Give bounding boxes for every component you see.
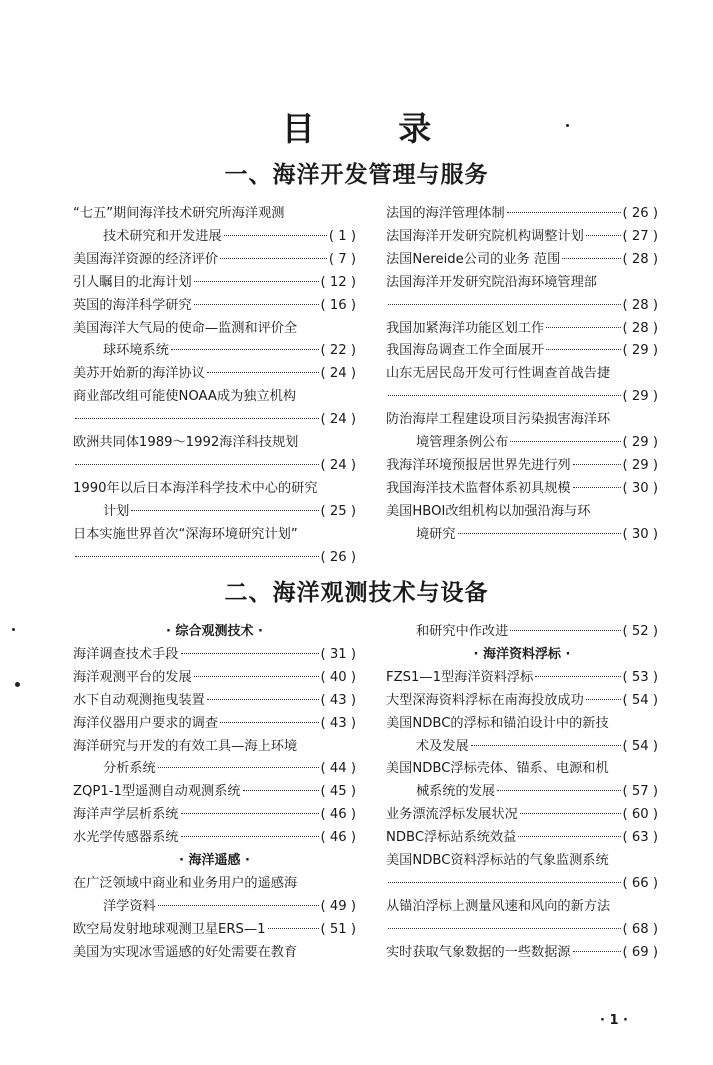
dot-leader — [586, 235, 621, 236]
toc-entry — [386, 478, 658, 501]
toc-entry — [73, 249, 356, 272]
toc-entry — [386, 203, 658, 226]
dot-leader — [471, 745, 621, 746]
toc-entry-title: FZS1—1型海洋资料浮标 — [386, 669, 534, 685]
toc-entry — [386, 690, 658, 713]
toc-entry-title: 美国NDBC的浮标和锚泊设计中的新技 — [386, 715, 609, 731]
section-title-1: 一、海洋开发管理与服务 — [224, 161, 489, 188]
toc-subheading: · 综合观测技术 · — [166, 624, 263, 639]
toc-entry-title: 械系统的发展 — [416, 784, 496, 800]
toc-entry-title: 和研究中作改进 — [416, 624, 509, 639]
toc-entry — [73, 804, 356, 827]
toc-entry-page: ( 69 ) — [622, 944, 658, 960]
toc-entry — [386, 621, 658, 644]
toc-entry — [386, 942, 658, 965]
dot-leader — [131, 510, 318, 511]
dot-leader — [388, 928, 621, 929]
dot-leader — [458, 533, 621, 534]
toc-entry-title: 美国NDBC浮标壳体、锚系、电源和机 — [386, 761, 609, 777]
toc-entry — [386, 804, 658, 827]
toc-entry-title: 美国NDBC资料浮标站的气象监测系统 — [386, 853, 609, 869]
toc-entry-page: ( 40 ) — [320, 669, 356, 685]
toc-entry-page: ( 28 ) — [622, 251, 658, 267]
toc-entry-page: ( 31 ) — [320, 646, 356, 662]
dot-leader — [181, 813, 319, 814]
toc-entry-page: ( 12 ) — [320, 274, 356, 290]
toc-entry — [386, 896, 658, 942]
toc-entry-fragment: 美国为实现冰雪遥感的好处需要在教育 — [73, 944, 298, 960]
dot-leader — [586, 699, 621, 700]
toc-entry — [386, 455, 658, 478]
toc-column-1-left — [73, 203, 356, 570]
toc-entry-title: 法国Nereide公司的业务 范围 — [386, 251, 561, 267]
toc-entry-page: ( 30 ) — [622, 480, 658, 496]
toc-column-2-right — [386, 621, 658, 965]
toc-entry-page: ( 29 ) — [622, 343, 658, 359]
dot-leader — [171, 349, 319, 350]
toc-entry — [386, 713, 658, 759]
toc-entry-title: ZQP1-1型遥测自动观测系统 — [73, 784, 241, 800]
toc-entry-page: ( 54 ) — [622, 692, 658, 708]
toc-subheading: · 海洋遥感 · — [179, 853, 250, 869]
toc-entry-title: 山东无居民岛开发可行性调查首战告捷 — [386, 366, 611, 382]
toc-entry — [386, 363, 658, 409]
toc-entry — [386, 409, 658, 455]
toc-entry — [386, 758, 658, 804]
toc-entry-title: 从锚泊浮标上测量风速和风向的新方法 — [386, 898, 611, 914]
toc-entry-title: 实时获取气象数据的一些数据源 — [386, 944, 571, 960]
toc-entry — [386, 226, 658, 249]
dot-leader — [207, 372, 319, 373]
dot-leader — [546, 327, 620, 328]
toc-entry-title: 防治海岸工程建设项目污染损害海洋环 — [386, 412, 611, 428]
dot-leader — [518, 836, 620, 837]
toc-entry-title: 海洋仪器用户要求的调查 — [73, 715, 219, 731]
toc-entry-title: 欧洲共同体1989～1992海洋科技规划 — [73, 435, 299, 451]
toc-entry-page: ( 46 ) — [320, 830, 356, 846]
toc-entry — [386, 850, 658, 896]
toc-entry — [73, 272, 356, 295]
toc-entry-page: ( 45 ) — [320, 784, 356, 800]
toc-entry-title: 欧空局发射地球观测卫星ERS—1 — [73, 921, 266, 937]
toc-entry-title: 我国加紧海洋功能区划工作 — [386, 320, 545, 336]
dot-leader — [497, 790, 620, 791]
toc-entry — [73, 827, 356, 850]
toc-entry-title: 术及发展 — [416, 738, 469, 754]
speck-mark — [12, 628, 15, 631]
toc-entry-page: ( 63 ) — [622, 830, 658, 846]
dot-leader — [510, 441, 620, 442]
speck-mark — [566, 124, 569, 127]
toc-entry-title: 海洋研究与开发的有效工具—海上环境 — [73, 738, 298, 754]
toc-entry-page: ( 26 ) — [320, 549, 356, 565]
toc-entry-page: ( 57 ) — [622, 784, 658, 800]
toc-entry-page: ( 29 ) — [622, 457, 658, 473]
dot-leader — [388, 882, 621, 883]
toc-entry-page: ( 49 ) — [320, 898, 356, 914]
toc-entry-title: 技术研究和开发进展 — [103, 228, 222, 244]
toc-entry — [73, 644, 356, 667]
toc-entry-page: ( 29 ) — [622, 435, 658, 451]
toc-entry-title: 境管理条例公布 — [416, 435, 509, 451]
toc-entry-title: 商业部改组可能使NOAA成为独立机构 — [73, 389, 297, 405]
toc-entry-title: 美国海洋大气局的使命—监测和评价全 — [73, 320, 298, 336]
toc-entry — [73, 667, 356, 690]
toc-entry-page: ( 46 ) — [320, 807, 356, 823]
toc-entry-page: ( 43 ) — [320, 692, 356, 708]
toc-entry — [386, 318, 658, 341]
toc-entry-title: 海洋调查技术手段 — [73, 646, 179, 662]
dot-leader — [535, 676, 620, 677]
toc-entry-page: ( 25 ) — [320, 503, 356, 519]
dot-leader — [158, 905, 319, 906]
toc-entry — [73, 363, 356, 386]
toc-subheading: · 海洋资料浮标 · — [473, 646, 571, 662]
toc-entry-title: 分析系统 — [103, 761, 156, 777]
toc-entry — [386, 272, 658, 318]
toc-entry-title: 美苏开始新的海洋协议 — [73, 366, 205, 382]
dot-leader — [562, 258, 620, 259]
toc-entry-title: 法国海洋开发研究院机构调整计划 — [386, 228, 584, 244]
dot-leader — [510, 630, 620, 631]
toc-entry-title: 海洋观测平台的发展 — [73, 669, 192, 685]
toc-entry — [73, 295, 356, 318]
toc-entry-title: 海洋声学层析系统 — [73, 807, 179, 823]
dot-leader — [507, 212, 621, 213]
dot-leader — [243, 790, 319, 791]
toc-entry-page: ( 29 ) — [622, 389, 658, 405]
toc-entry-page: ( 27 ) — [622, 228, 658, 244]
dot-leader — [181, 836, 319, 837]
toc-entry-title: 1990年以后日本海洋科学技术中心的研究 — [73, 480, 318, 496]
dot-leader — [158, 767, 319, 768]
toc-entry-page: ( 54 ) — [622, 738, 658, 754]
toc-entry-page: ( 68 ) — [622, 921, 658, 937]
toc-entry-title: 法国的海洋管理体制 — [386, 206, 505, 221]
toc-column-2-left — [73, 621, 356, 965]
toc-entry — [386, 501, 658, 547]
toc-entry-page: ( 1 ) — [328, 228, 356, 244]
page-title: 目 录 — [281, 109, 468, 148]
toc-entry-page: ( 53 ) — [622, 669, 658, 685]
toc-column-1-right — [386, 203, 658, 547]
toc-entry-title: 我海洋环境预报居世界先进行列 — [386, 457, 571, 473]
toc-entry — [73, 919, 356, 942]
toc-entry — [73, 690, 356, 713]
toc-entry-title: 球环境系统 — [103, 343, 169, 359]
dot-leader — [268, 928, 319, 929]
toc-entry-title: 我国海洋技术监督体系初具规模 — [386, 480, 571, 496]
toc-entry-page: ( 24 ) — [320, 412, 356, 428]
dot-leader — [194, 676, 319, 677]
dot-leader — [520, 813, 621, 814]
toc-entry-page: ( 24 ) — [320, 366, 356, 382]
toc-entry — [386, 667, 658, 690]
toc-entry-page: ( 16 ) — [320, 297, 356, 313]
toc-entry-title: “七五”期间海洋技术研究所海洋观测 — [73, 206, 285, 221]
toc-entry-title: 日本实施世界首次“深海环境研究计划” — [73, 526, 298, 542]
dot-leader — [75, 464, 319, 465]
toc-entry-page: ( 26 ) — [622, 206, 658, 221]
dot-leader — [181, 653, 319, 654]
dot-leader — [220, 722, 318, 723]
toc-entry — [73, 432, 356, 478]
dot-leader — [546, 349, 620, 350]
toc-entry-title: 境研究 — [416, 526, 456, 542]
toc-entry-page: ( 52 ) — [622, 624, 658, 639]
toc-entry-title: 美国海洋资源的经济评价 — [73, 251, 219, 267]
section-title-2: 二、海洋观测技术与设备 — [224, 579, 489, 606]
toc-entry — [386, 340, 658, 363]
toc-entry — [73, 386, 356, 432]
toc-entry-page: ( 28 ) — [622, 320, 658, 336]
toc-entry-page: ( 60 ) — [622, 807, 658, 823]
dot-leader — [224, 235, 327, 236]
dot-leader — [220, 258, 327, 259]
toc-entry-title: 美国HBOI改组机构以加强沿海与环 — [386, 503, 591, 519]
toc-entry — [73, 203, 356, 249]
dot-leader — [194, 281, 319, 282]
dot-leader — [75, 418, 319, 419]
dot-leader — [194, 304, 319, 305]
toc-entry-title: 我国海岛调查工作全面展开 — [386, 343, 545, 359]
dot-leader — [207, 699, 319, 700]
toc-entry-page: ( 30 ) — [622, 526, 658, 542]
toc-entry-title: 水光学传感器系统 — [73, 830, 179, 846]
toc-entry-title: 引人瞩目的北海计划 — [73, 274, 192, 290]
toc-entry-title: 英国的海洋科学研究 — [73, 297, 192, 313]
dot-leader — [573, 951, 621, 952]
toc-entry-page: ( 51 ) — [320, 921, 356, 937]
toc-entry-page: ( 66 ) — [622, 875, 658, 891]
toc-entry-page: ( 44 ) — [320, 761, 356, 777]
toc-entry — [73, 736, 356, 782]
toc-entry-title: 法国海洋开发研究院沿海环境管理部 — [386, 274, 597, 290]
toc-entry — [73, 713, 356, 736]
dot-leader — [573, 487, 621, 488]
toc-entry-title: 水下自动观测拖曳装置 — [73, 692, 205, 708]
toc-entry — [386, 249, 658, 272]
dot-leader — [75, 556, 319, 557]
toc-entry-page: ( 28 ) — [622, 297, 658, 313]
dot-leader — [573, 464, 621, 465]
toc-entry-title: 大型深海资料浮标在南海投放成功 — [386, 692, 584, 708]
toc-entry-page: ( 43 ) — [320, 715, 356, 731]
toc-entry-title: 在广泛领域中商业和业务用户的遥感海 — [73, 875, 298, 891]
dot-leader — [388, 395, 621, 396]
toc-entry-page: ( 7 ) — [328, 251, 356, 267]
toc-entry — [73, 318, 356, 364]
toc-entry-title: NDBC浮标站系统效益 — [386, 830, 517, 846]
toc-entry-page: ( 22 ) — [320, 343, 356, 359]
toc-entry — [386, 827, 658, 850]
toc-entry-title: 洋学资料 — [103, 898, 156, 914]
toc-entry-title: 计划 — [103, 503, 130, 519]
speck-mark — [15, 682, 20, 687]
toc-entry-title: 业务漂流浮标发展状况 — [386, 807, 518, 823]
page-number: · 1 · — [600, 1013, 628, 1028]
toc-entry — [73, 781, 356, 804]
dot-leader — [388, 304, 621, 305]
toc-entry-page: ( 24 ) — [320, 457, 356, 473]
toc-entry — [73, 873, 356, 919]
toc-entry — [73, 524, 356, 570]
toc-entry — [73, 478, 356, 524]
